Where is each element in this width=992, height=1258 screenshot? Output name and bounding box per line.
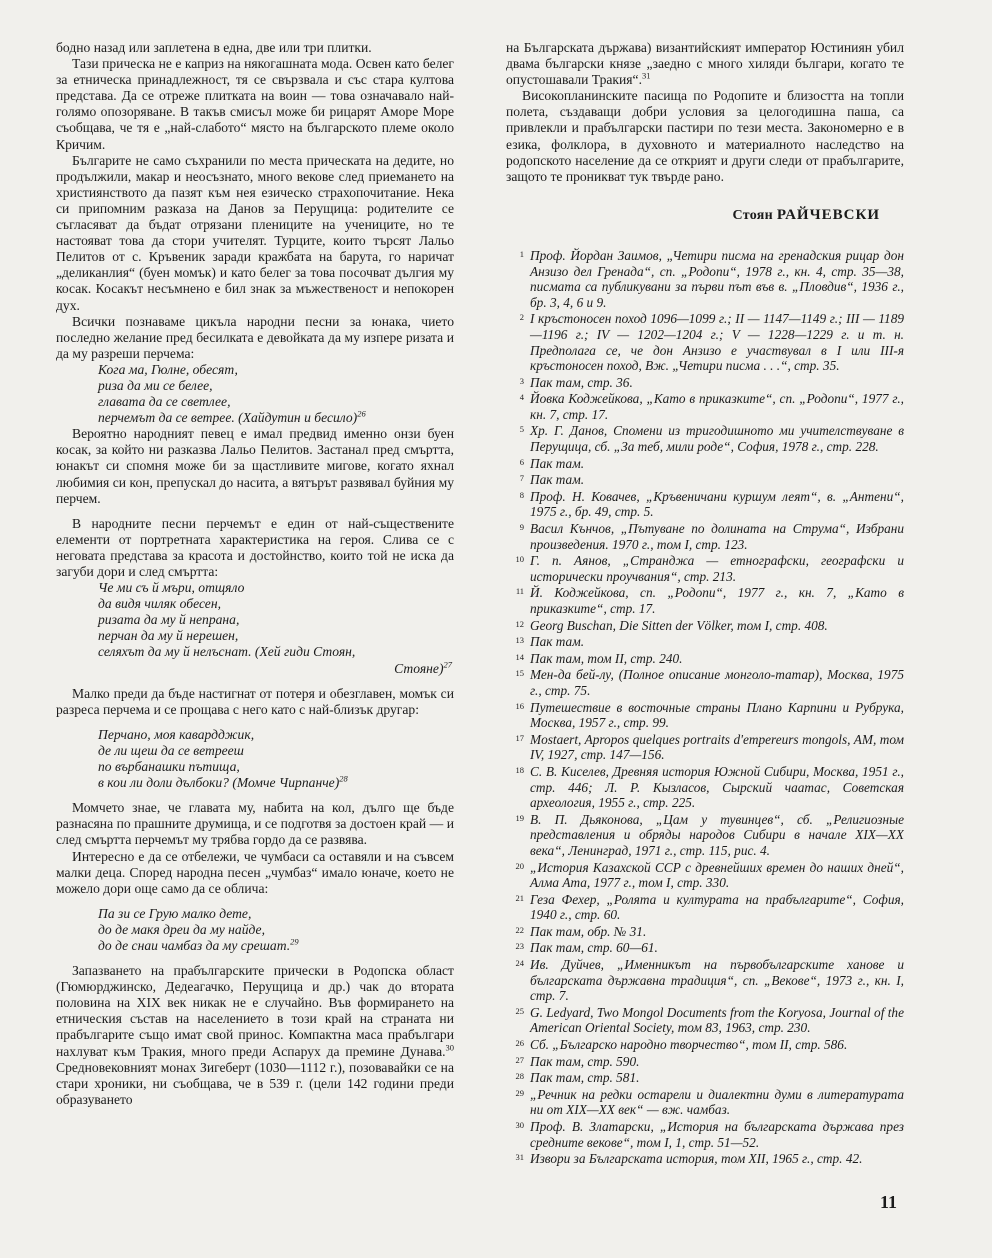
footnote-number: 6 <box>519 456 524 467</box>
poem-line: до де макя дреи да му найде, <box>98 921 265 937</box>
poem-line-text: Стояне) <box>394 660 444 676</box>
footnote-number: 29 <box>515 1087 524 1098</box>
footnote-text: Пак там, том II, стр. 240. <box>530 650 683 666</box>
poem-line <box>98 938 454 954</box>
footnote-text: Georg Buschan, Die Sitten der Völker, том I, стр. 408. <box>530 617 828 633</box>
footnote-number: 15 <box>515 668 524 679</box>
footnote <box>506 1037 904 1053</box>
footnote-number: 13 <box>515 635 524 646</box>
footnote-text: Сб. „Българско народно творчество“, том II, стр. 586. <box>530 1037 848 1053</box>
footnote-text: Пак там, стр. 581. <box>530 1070 640 1086</box>
footnote <box>506 651 904 667</box>
poem-line: ризата да му й непрана, <box>98 612 240 628</box>
footnote-number: 21 <box>515 892 524 903</box>
footnote <box>506 924 904 940</box>
footnote-number: 9 <box>519 522 524 533</box>
footnote <box>506 248 904 310</box>
footnote-text: Пак там. <box>530 455 585 471</box>
footnote-number: 30 <box>515 1120 524 1130</box>
footnote-text: Мен-да бей-лу, (Полное описание монголо-татар), Москва, 1975 г., стр. 75. <box>530 667 904 698</box>
footnote-text: I кръстоносен поход 1096—1099 г.; II — 1147—1149 г.; III — 1189—1196 г.; IV — 1202—1204 г.; V — 1228—1229 г. и т. н. Предполага се, че дон Анзизо е участвувал в I или III-я кръстоносен поход, Вж. „Четири писма . . .“, стр. 35. <box>530 311 904 374</box>
footnote-number: 3 <box>519 375 524 386</box>
paragraph-text: Средновековният монах Зигеберт (1030—1112 г.), позовавайки се на стари хроники, ни съобщава, че в 539 г. (цели 142 години преди образуването <box>56 1059 454 1107</box>
poem-line <box>98 775 454 791</box>
footnote-text: Г. п. Аянов, „Странджа — етнографски, географски и исторически проучвания“, стр. 213. <box>530 553 904 584</box>
footnote-text: Извори за Българската история, том XII, 1965 г., стр. 42. <box>530 1151 863 1167</box>
footnote-number: 1 <box>519 248 524 259</box>
poem-quote <box>98 727 454 791</box>
paragraph: бодно назад или заплетена в една, две или три плитки. <box>56 40 372 55</box>
footnote <box>506 1054 904 1070</box>
footnote-number: 19 <box>515 812 524 823</box>
author-first-name: Стоян <box>732 207 774 223</box>
left-column <box>56 40 454 1108</box>
footnote-number: 4 <box>519 392 524 403</box>
page-number: 11 <box>880 1192 898 1212</box>
footnote-number: 27 <box>515 1054 524 1065</box>
footnote-text: G. Ledyard, Two Mongol Documents from the Koryosa, Journal of the American Oriental Society, том 83, 1963, стр. 230. <box>530 1004 904 1036</box>
poem-line <box>98 410 454 426</box>
footnote-number: 31 <box>515 1152 524 1163</box>
footnote-number: 24 <box>515 958 524 969</box>
footnote-text: Проф. В. Златарски, „История на българската държава през средните векове“, том I, 1, стр. 51—52. <box>530 1119 904 1150</box>
footnotes-list <box>506 248 904 1167</box>
footnote-text: Хр. Г. Данов, Спомени из тригодишното ми учителствуване в Перущица, сб. „За теб, мили роде“, София, 1978 г., стр. 228. <box>530 423 904 455</box>
footnote <box>506 391 904 422</box>
footnote <box>506 1005 904 1036</box>
author-signature <box>506 207 880 224</box>
footnote <box>506 456 904 472</box>
footnote <box>506 860 904 891</box>
footnote-text: Й. Коджейкова, сп. „Родопи“, 1977 г., кн. 7, „Като в приказките“, стр. 17. <box>530 585 904 616</box>
footnote <box>506 940 904 956</box>
footnote <box>506 423 904 454</box>
footnote-text: С. В. Киселев, Древняя история Южной Сибири, Москва, 1951 г., стр. 446; Л. Р. Кызласов, Сырский чаатас, Советская археология, 1955 г., стр. 225. <box>530 763 904 811</box>
right-column <box>506 40 904 1168</box>
paragraph: В народните песни перчемът е един от най-съществените елементи от портретната характеристика на героя. Слива се с неговата представа за красота и достойнство, които той не иска да загуби дори и след смъртта: <box>56 515 454 579</box>
poem-quote <box>98 580 454 677</box>
footnote-text: В. П. Дьяконова, „Цам у тувинцев“, сб. „Религиозные представления и обряды народов Сибири в начале XIX—XX века“, Ленинград, 1971 г., стр. 115, рис. 4. <box>530 811 904 858</box>
poem-line <box>98 661 452 677</box>
footnote <box>506 1070 904 1086</box>
footnote-number: 25 <box>515 1005 524 1016</box>
paragraph: Тази прическа не е каприз на някогашната мода. Освен като белег за етническа принадлежност, тя се свързвала и със стара култова представа. Да се отреже плитката на воин — това означавало най-голямо опозоряване. В такъв смисъл може би рицарят Аморе Море съобщава, че тя е „най-слабото“ място на българското племе около Кричим. <box>56 56 454 152</box>
poem-line-text: до де снаи чамбаз да му срешат. <box>98 937 291 953</box>
footnote <box>506 375 904 391</box>
footnote-number: 23 <box>515 941 524 952</box>
paragraph: Високопланинските пасища по Родопите и близостта на топли полета, създаващи добри условия за целогодишна паша, са привлекли и прабългарски пастири по тези места. Закономерно е в езика, фолклора, в духовното и материалното наследство на родопското население да се открият и други следи от прабългарите, защото те проникват тук твърде рано. <box>506 88 904 184</box>
footnote-number: 16 <box>515 700 524 711</box>
footnote-text: Проф. Йордан Заимов, „Четири писма на гренадския рицар дон Анзизо дел Гренада“, сп. „Родопи“, 1978 г., кн. 4, стр. 35—38, писмата са публикувани за първи път във в. „Пловдив“, 1936 г., бр. 3, 4, 6 и 9. <box>530 247 904 310</box>
footnote <box>506 553 904 584</box>
footnote <box>506 1151 904 1167</box>
footnote <box>506 585 904 616</box>
poem-line: де ли щеш да се ветрееш <box>98 742 244 758</box>
paragraph: Всички познаваме цикъла народни песни за юнака, чието последно желание пред бесилката е девойката да му изпере ризата и да му разреши перчема: <box>56 313 454 361</box>
footnote-number: 11 <box>515 586 524 597</box>
footnote-number: 8 <box>519 489 524 500</box>
footnote-text: Путешествие в восточные страны Плано Карпини и Рубрука, Москва, 1957 г., стр. 99. <box>530 699 904 731</box>
footnote-number: 12 <box>515 618 524 629</box>
poem-line: Че ми съ й мъри, отщяло <box>98 580 245 596</box>
poem-line: Кога ма, Гюлне, обесят, <box>98 361 238 377</box>
footnote <box>506 311 904 373</box>
footnote-ref: 30 <box>445 1042 454 1052</box>
paragraph <box>506 40 904 88</box>
poem-line: риза да ми се белее, <box>98 377 213 393</box>
author-last-name: РАЙЧЕВСКИ <box>776 206 880 223</box>
footnote-text: Проф. Н. Ковачев, „Кръвеничани куршум леят“, в. „Антени“, 1975 г., бр. 49, стр. 5. <box>530 488 904 520</box>
paragraph: Малко преди да бъде настигнат от потеря и обезглавен, момък си разреса перчема и се прощава с него като с най-близък другар: <box>56 685 454 717</box>
footnote <box>506 618 904 634</box>
poem-line: главата да се светлее, <box>98 394 231 410</box>
poem-line-text: в кои ли доли дълбоки? (Момче Чирпанче) <box>98 775 340 791</box>
poem-line: перчан да му й нерешен, <box>98 628 239 644</box>
footnote-number: 18 <box>515 764 524 775</box>
footnote-ref: 29 <box>290 936 299 947</box>
footnote <box>506 472 904 488</box>
poem-line: Перчано, моя кавардджик, <box>98 726 255 742</box>
footnote <box>506 521 904 552</box>
footnote <box>506 732 904 763</box>
poem-line: да видя чиляк обесен, <box>98 596 221 612</box>
poem-line-text: перчемът да се ветрее. (Хайдутин и бесило) <box>98 410 358 426</box>
footnote <box>506 812 904 859</box>
footnote-number: 10 <box>515 554 524 565</box>
footnote-number: 26 <box>515 1038 524 1049</box>
paragraph-text: Запазването на прабългарските прически в Родопска област (Гюмюрджинско, Дедеагачко, Перущица и др.) чак до втората половина на XIX век никак не е случайно. Във формирането на етническия състав на населението в този край на страната ни прабългарите също имат свой принос. Компактна маса прабългари нахлуват към Тракия, много преди Аспарух да премине Дунава. <box>56 963 454 1059</box>
footnote-text: Пак там, стр. 60—61. <box>530 940 658 956</box>
footnote <box>506 957 904 1004</box>
footnote-text: Ив. Дуйчев, „Именникът на първобългарските ханове и българската държавна традиция“, сп. „Векове“, 1973 г., кн. I, стр. 7. <box>530 957 904 1004</box>
poem-quote <box>98 906 454 954</box>
footnote-number: 2 <box>519 312 524 323</box>
footnote-text: Пак там, стр. 36. <box>530 374 633 390</box>
paragraph: Момчето знае, че главата му, набита на кол, дълго ще бъде разнасяна по прашните друмища, и се подготвя за достоен край — и след смъртта перчемът му трябва гордо да се развява. <box>56 800 454 848</box>
footnote-ref: 26 <box>357 408 366 419</box>
footnote-number: 22 <box>515 924 524 935</box>
footnote <box>506 667 904 698</box>
footnote-number: 5 <box>519 424 524 435</box>
footnote-ref: 31 <box>642 70 651 81</box>
footnote <box>506 489 904 520</box>
footnote-number: 14 <box>515 651 524 662</box>
footnote <box>506 700 904 731</box>
footnote-text: Пак там, обр. № 31. <box>530 923 647 939</box>
paragraph: Интересно е да се отбележи, че чумбаси са оставяли и на съвсем малки деца. Според народна песен „чумбаз“ имало юначе, което не можело дори още само да се облича: <box>56 848 454 896</box>
poem-line: селяхът да му й нелъснат. (Хей гиди Стоян, <box>98 644 356 660</box>
poem-quote <box>98 362 454 426</box>
footnote <box>506 764 904 811</box>
footnote-text: Геза Фехер, „Ролята и културата на прабългарите“, София, 1940 г., стр. 60. <box>530 891 904 923</box>
paragraph-text: на Българската държава) византийският император Юстиниян убил двама български князе „заедно с много хиляди българи, когато те опустошавали Тракия“. <box>506 40 904 88</box>
footnote <box>506 892 904 923</box>
poem-line: Па зи се Грую малко дете, <box>98 905 252 921</box>
footnote-number: 20 <box>515 860 524 871</box>
paragraph <box>56 963 454 1108</box>
footnote-ref: 28 <box>339 773 348 784</box>
footnote-ref: 27 <box>443 659 452 670</box>
paragraph: Българите не само съхранили по места прическата на дедите, но продължили, макар и неосъзнато, много векове след приемането на християнството да пазят към нея езическо страхопочитание. Нека си припомним разказа на Данов за Перущица: родителите се съгласяват да бъдат отрязани плениците на учениците, но те настояват това да стори учителят. Турците, които търсят Лальо Пелитов от с. Кръвеник заради кражбата на барута, го наричат „деликанлия“ (буен момък) и като белег за това посочват дългия му косак. Косакът несъмнено е бил знак за мъжественост и непокорен дух. <box>56 152 454 313</box>
paragraph: Вероятно народният певец е имал предвид именно онзи буен косак, за който ни разказва Лальо Пелитов. Застанал пред смъртта, юнакът си спомня може би за щастливите мигове, когато яхнал любимия си кон, препускал до насита, а вятърът развявал буйния му перчем. <box>56 426 454 506</box>
footnote <box>506 1087 904 1118</box>
footnote-text: „История Казахской ССР с древнейших времен до наших дней“, Алма Ата, 1977 г., том I, стр. 330. <box>530 859 904 891</box>
poem-line: по върбанашки пътища, <box>98 759 240 775</box>
footnote-text: Mostaert, Apropos quelques portraits d'empereurs mongols, AM, том IV, 1927, стр. 147—156. <box>530 731 904 763</box>
footnote <box>506 1119 904 1150</box>
footnote-number: 28 <box>515 1071 524 1082</box>
footnote-text: Йовка Коджейкова, „Като в приказките“, сп. „Родопи“, 1977 г., кн. 7, стр. 17. <box>530 391 904 422</box>
footnote-text: Васил Кънчов, „Пътуване по долината на Струма“, Избрани произведения. 1970 г., том I, стр. 123. <box>530 521 904 552</box>
footnote-text: „Речник на редки остарели и диалектни думи в литературата ни от XIX—XX век“ — вж. чамбаз. <box>530 1086 904 1118</box>
footnote <box>506 634 904 650</box>
footnote-text: Пак там, стр. 590. <box>530 1053 640 1069</box>
footnote-text: Пак там. <box>530 634 585 650</box>
footnote-text: Пак там. <box>530 472 585 488</box>
footnote-number: 7 <box>519 473 524 484</box>
footnote-number: 17 <box>515 732 524 743</box>
